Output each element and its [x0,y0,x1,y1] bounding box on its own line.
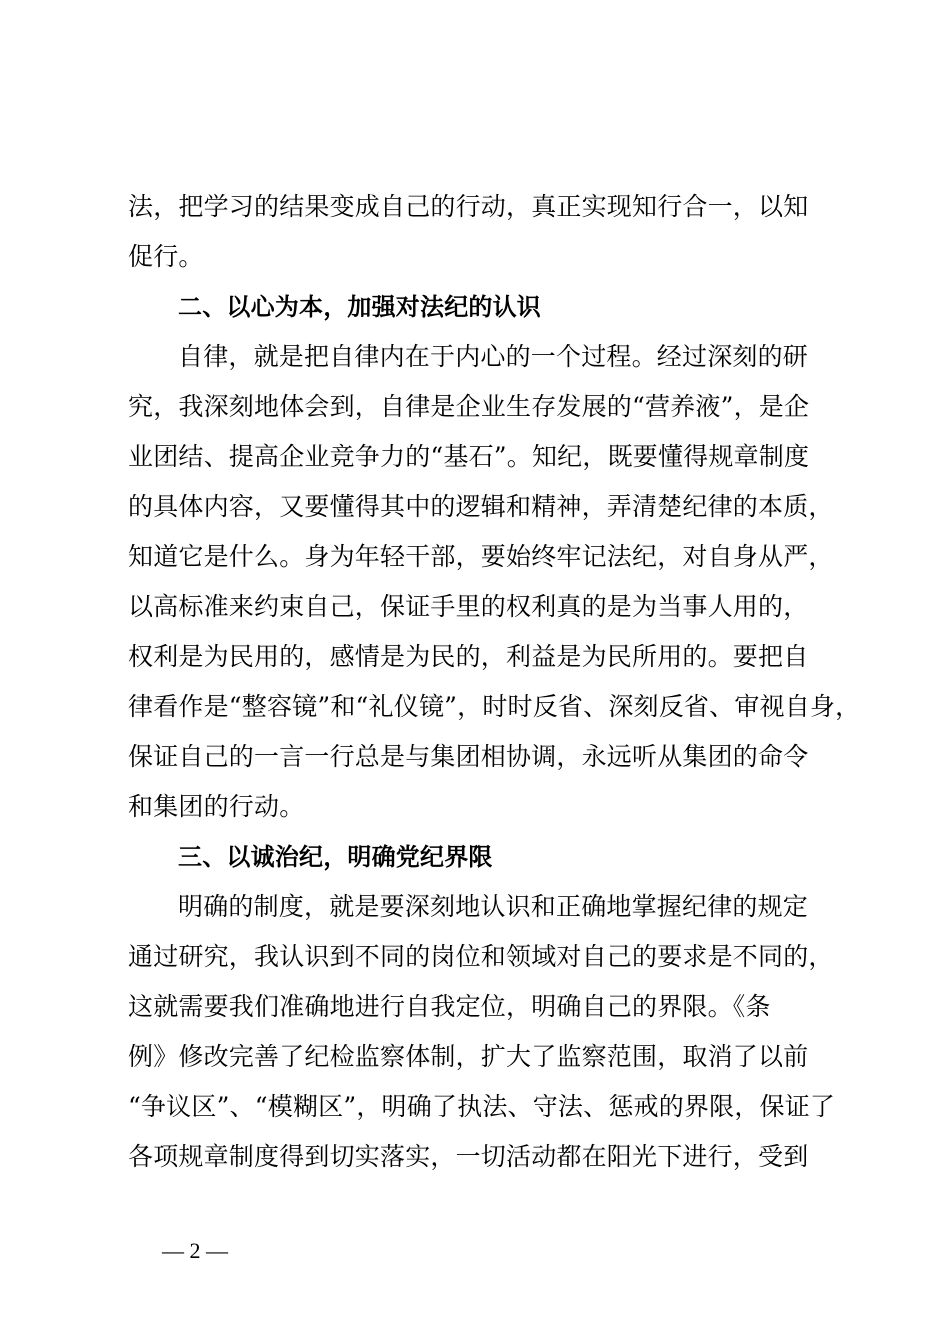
page-number: — 2 — [162,1238,228,1263]
text-line: 法，把学习的结果变成自己的行动，真正实现知行合一，以知 [128,192,809,221]
paragraph-self-discipline [128,332,861,832]
text-line: “争议区”、“模糊区”，明确了执法、守法、惩戒的界限，保证了 [128,1092,836,1121]
text-line: 和集团的行动。 [128,792,305,821]
text-line: 权利是为民用的，感情是为民的，利益是为民所用的。要把自 [128,642,809,671]
text-line: 保证自己的一言一行总是与集团相协调，永远听从集团的命令 [128,742,809,771]
paragraph-continuation [128,182,858,282]
section-heading-2 [128,282,858,332]
text-line: 业团结、提高企业竞争力的“基石”。知纪，既要懂得规章制度 [128,442,810,471]
text-line: 究，我深刻地体会到，自律是企业生存发展的“营养液”，是企 [128,392,810,421]
text-line: 通过研究，我认识到不同的岗位和领域对自己的要求是不同的， [128,942,834,971]
text-line: 例》修改完善了纪检监察体制，扩大了监察范围，取消了以前 [128,1042,809,1071]
text-line: 律看作是“整容镜”和“礼仪镜”，时时反省、深刻反省、审视自身， [128,692,861,721]
section-heading-3 [128,832,858,882]
text-line: 这就需要我们准确地进行自我定位，明确自己的界限。《条 [128,992,771,1021]
text-line: 知道它是什么。身为年轻干部，要始终牢记法纪，对自身从严， [128,542,834,571]
paragraph-clear-system [128,882,858,1182]
text-line: 自律，就是把自律内在于内心的一个过程。经过深刻的研 [178,342,809,371]
text-line: 以高标准来约束自己，保证手里的权利真的是为当事人用的， [128,592,809,621]
document-body [128,182,861,1182]
heading-line: 三、以诚治纪，明确党纪界限 [178,843,493,871]
text-line: 的具体内容，又要懂得其中的逻辑和精神，弄清楚纪律的本质， [128,492,834,521]
heading-line: 二、以心为本，加强对法纪的认识 [178,293,541,321]
text-line: 各项规章制度得到切实落实，一切活动都在阳光下进行，受到 [128,1142,809,1171]
text-line: 促行。 [128,242,204,271]
text-line: 明确的制度，就是要深刻地认识和正确地掌握纪律的规定 [178,892,809,921]
